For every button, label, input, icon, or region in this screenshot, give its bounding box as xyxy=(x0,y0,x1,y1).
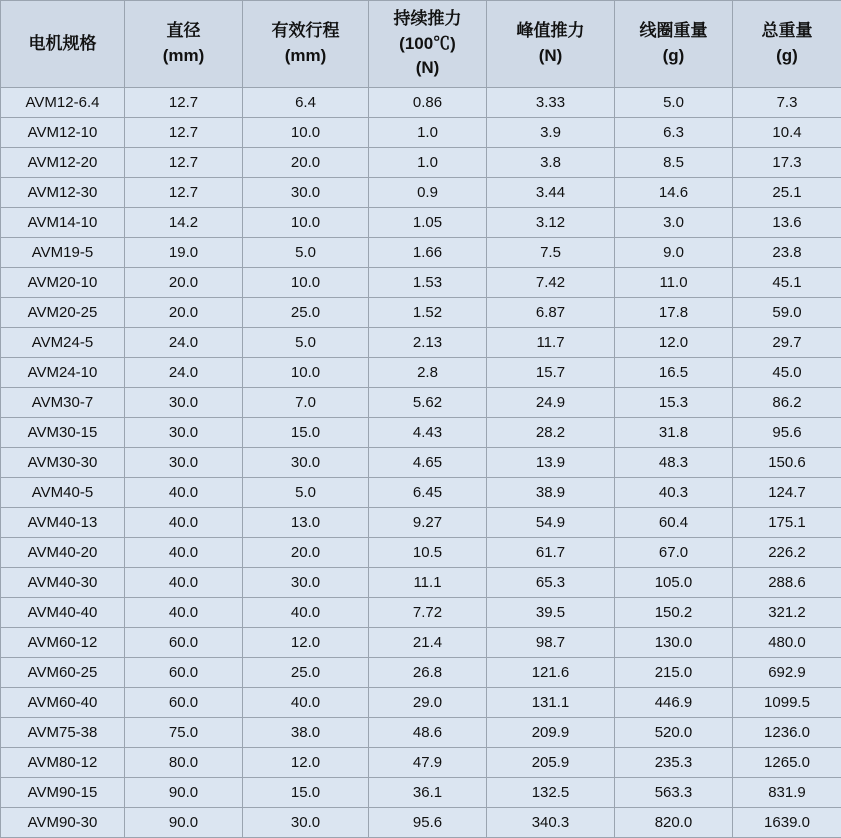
table-row xyxy=(1,627,841,657)
table-cell: 130.0 xyxy=(615,627,733,657)
table-cell: 8.5 xyxy=(615,147,733,177)
table-cell: 60.0 xyxy=(125,657,243,687)
table-cell: 12.7 xyxy=(125,147,243,177)
cell-model: AVM90-30 xyxy=(1,807,125,837)
cell-model: AVM30-30 xyxy=(1,447,125,477)
table-cell: 15.3 xyxy=(615,387,733,417)
table-cell: 30.0 xyxy=(125,447,243,477)
table-row xyxy=(1,447,841,477)
table-cell: 47.9 xyxy=(369,747,487,777)
cell-model: AVM40-20 xyxy=(1,537,125,567)
table-cell: 48.3 xyxy=(615,447,733,477)
table-cell: 0.86 xyxy=(369,87,487,117)
table-cell: 67.0 xyxy=(615,537,733,567)
table-cell: 1099.5 xyxy=(733,687,841,717)
column-header-unit: (g) xyxy=(735,44,839,69)
table-cell: 48.6 xyxy=(369,717,487,747)
table-cell: 9.27 xyxy=(369,507,487,537)
column-header-0 xyxy=(1,1,125,88)
column-header-5 xyxy=(615,1,733,88)
cell-model: AVM12-30 xyxy=(1,177,125,207)
table-cell: 40.0 xyxy=(125,567,243,597)
table-cell: 38.9 xyxy=(487,477,615,507)
table-cell: 30.0 xyxy=(125,387,243,417)
column-header-label: 持续推力 (100℃) xyxy=(371,7,484,56)
table-cell: 61.7 xyxy=(487,537,615,567)
table-row xyxy=(1,537,841,567)
table-cell: 3.0 xyxy=(615,207,733,237)
table-cell: 14.6 xyxy=(615,177,733,207)
table-cell: 5.0 xyxy=(243,327,369,357)
table-cell: 95.6 xyxy=(369,807,487,837)
table-cell: 105.0 xyxy=(615,567,733,597)
table-cell: 25.1 xyxy=(733,177,841,207)
table-cell: 29.0 xyxy=(369,687,487,717)
table-cell: 150.6 xyxy=(733,447,841,477)
table-cell: 7.0 xyxy=(243,387,369,417)
cell-model: AVM24-5 xyxy=(1,327,125,357)
table-row xyxy=(1,387,841,417)
table-row xyxy=(1,117,841,147)
table-row xyxy=(1,417,841,447)
table-cell: 30.0 xyxy=(243,447,369,477)
table-cell: 40.0 xyxy=(243,597,369,627)
cell-model: AVM60-25 xyxy=(1,657,125,687)
table-cell: 5.0 xyxy=(243,477,369,507)
table-cell: 321.2 xyxy=(733,597,841,627)
table-cell: 12.7 xyxy=(125,117,243,147)
table-cell: 20.0 xyxy=(125,297,243,327)
table-cell: 40.0 xyxy=(125,507,243,537)
table-cell: 124.7 xyxy=(733,477,841,507)
table-cell: 563.3 xyxy=(615,777,733,807)
table-cell: 40.0 xyxy=(243,687,369,717)
cell-model: AVM30-15 xyxy=(1,417,125,447)
table-cell: 15.7 xyxy=(487,357,615,387)
table-cell: 45.0 xyxy=(733,357,841,387)
table-cell: 24.0 xyxy=(125,357,243,387)
table-cell: 65.3 xyxy=(487,567,615,597)
table-cell: 12.0 xyxy=(615,327,733,357)
cell-model: AVM40-5 xyxy=(1,477,125,507)
table-cell: 20.0 xyxy=(125,267,243,297)
cell-model: AVM20-10 xyxy=(1,267,125,297)
cell-model: AVM30-7 xyxy=(1,387,125,417)
table-row xyxy=(1,597,841,627)
table-cell: 820.0 xyxy=(615,807,733,837)
cell-model: AVM75-38 xyxy=(1,717,125,747)
table-cell: 235.3 xyxy=(615,747,733,777)
table-row xyxy=(1,657,841,687)
table-cell: 2.13 xyxy=(369,327,487,357)
table-cell: 30.0 xyxy=(243,807,369,837)
table-cell: 340.3 xyxy=(487,807,615,837)
table-cell: 12.7 xyxy=(125,177,243,207)
table-cell: 25.0 xyxy=(243,297,369,327)
table-cell: 9.0 xyxy=(615,237,733,267)
table-cell: 692.9 xyxy=(733,657,841,687)
table-cell: 12.7 xyxy=(125,87,243,117)
table-cell: 6.3 xyxy=(615,117,733,147)
table-cell: 1.53 xyxy=(369,267,487,297)
table-cell: 19.0 xyxy=(125,237,243,267)
table-cell: 40.3 xyxy=(615,477,733,507)
table-cell: 40.0 xyxy=(125,597,243,627)
cell-model: AVM40-40 xyxy=(1,597,125,627)
column-header-4 xyxy=(487,1,615,88)
table-cell: 16.5 xyxy=(615,357,733,387)
cell-model: AVM60-40 xyxy=(1,687,125,717)
table-row xyxy=(1,267,841,297)
table-cell: 17.8 xyxy=(615,297,733,327)
table-cell: 13.6 xyxy=(733,207,841,237)
column-header-1 xyxy=(125,1,243,88)
table-cell: 150.2 xyxy=(615,597,733,627)
table-cell: 95.6 xyxy=(733,417,841,447)
table-row xyxy=(1,297,841,327)
table-row xyxy=(1,327,841,357)
table-cell: 24.0 xyxy=(125,327,243,357)
table-cell: 98.7 xyxy=(487,627,615,657)
table-cell: 3.33 xyxy=(487,87,615,117)
table-cell: 5.0 xyxy=(615,87,733,117)
table-cell: 59.0 xyxy=(733,297,841,327)
table-cell: 2.8 xyxy=(369,357,487,387)
column-header-2 xyxy=(243,1,369,88)
table-cell: 30.0 xyxy=(243,177,369,207)
column-header-label: 线圈重量 xyxy=(617,19,730,44)
table-cell: 6.4 xyxy=(243,87,369,117)
table-cell: 13.0 xyxy=(243,507,369,537)
table-row xyxy=(1,507,841,537)
table-cell: 7.72 xyxy=(369,597,487,627)
table-cell: 3.8 xyxy=(487,147,615,177)
table-cell: 3.44 xyxy=(487,177,615,207)
column-header-unit: (g) xyxy=(617,44,730,69)
column-header-3 xyxy=(369,1,487,88)
table-cell: 4.43 xyxy=(369,417,487,447)
table-cell: 39.5 xyxy=(487,597,615,627)
table-row xyxy=(1,777,841,807)
table-cell: 29.7 xyxy=(733,327,841,357)
table-row xyxy=(1,147,841,177)
table-cell: 1.05 xyxy=(369,207,487,237)
table-cell: 6.45 xyxy=(369,477,487,507)
table-cell: 60.0 xyxy=(125,627,243,657)
table-cell: 11.1 xyxy=(369,567,487,597)
table-cell: 10.5 xyxy=(369,537,487,567)
table-cell: 28.2 xyxy=(487,417,615,447)
table-cell: 10.0 xyxy=(243,357,369,387)
table-cell: 45.1 xyxy=(733,267,841,297)
table-row xyxy=(1,207,841,237)
table-cell: 13.9 xyxy=(487,447,615,477)
column-header-unit: (mm) xyxy=(245,44,366,69)
table-cell: 30.0 xyxy=(125,417,243,447)
table-header xyxy=(1,1,841,88)
table-cell: 38.0 xyxy=(243,717,369,747)
table-cell: 7.5 xyxy=(487,237,615,267)
table-cell: 60.0 xyxy=(125,687,243,717)
table-row xyxy=(1,357,841,387)
table-cell: 54.9 xyxy=(487,507,615,537)
table-cell: 1236.0 xyxy=(733,717,841,747)
table-cell: 6.87 xyxy=(487,297,615,327)
table-row xyxy=(1,567,841,597)
table-cell: 40.0 xyxy=(125,537,243,567)
table-cell: 21.4 xyxy=(369,627,487,657)
cell-model: AVM80-12 xyxy=(1,747,125,777)
table-cell: 11.0 xyxy=(615,267,733,297)
column-header-label: 电机规格 xyxy=(3,32,122,57)
table-cell: 121.6 xyxy=(487,657,615,687)
table-cell: 1.0 xyxy=(369,117,487,147)
cell-model: AVM60-12 xyxy=(1,627,125,657)
table-cell: 175.1 xyxy=(733,507,841,537)
cell-model: AVM12-6.4 xyxy=(1,87,125,117)
table-cell: 5.0 xyxy=(243,237,369,267)
table-cell: 1639.0 xyxy=(733,807,841,837)
table-cell: 4.65 xyxy=(369,447,487,477)
table-cell: 132.5 xyxy=(487,777,615,807)
column-header-unit: (N) xyxy=(371,56,484,81)
table-cell: 10.0 xyxy=(243,207,369,237)
table-cell: 1.66 xyxy=(369,237,487,267)
table-row xyxy=(1,747,841,777)
cell-model: AVM24-10 xyxy=(1,357,125,387)
table-cell: 15.0 xyxy=(243,777,369,807)
table-cell: 215.0 xyxy=(615,657,733,687)
cell-model: AVM14-10 xyxy=(1,207,125,237)
table-row xyxy=(1,807,841,837)
table-cell: 288.6 xyxy=(733,567,841,597)
table-cell: 5.62 xyxy=(369,387,487,417)
table-cell: 26.8 xyxy=(369,657,487,687)
cell-model: AVM40-13 xyxy=(1,507,125,537)
table-cell: 86.2 xyxy=(733,387,841,417)
table-cell: 90.0 xyxy=(125,807,243,837)
table-header-row xyxy=(1,1,841,88)
table-cell: 36.1 xyxy=(369,777,487,807)
column-header-unit: (N) xyxy=(489,44,612,69)
table-cell: 24.9 xyxy=(487,387,615,417)
column-header-unit: (mm) xyxy=(127,44,240,69)
table-cell: 11.7 xyxy=(487,327,615,357)
table-cell: 1.52 xyxy=(369,297,487,327)
table-cell: 31.8 xyxy=(615,417,733,447)
column-header-label: 峰值推力 xyxy=(489,19,612,44)
table-cell: 12.0 xyxy=(243,747,369,777)
table-cell: 10.0 xyxy=(243,117,369,147)
cell-model: AVM19-5 xyxy=(1,237,125,267)
table-cell: 30.0 xyxy=(243,567,369,597)
table-cell: 7.3 xyxy=(733,87,841,117)
table-cell: 17.3 xyxy=(733,147,841,177)
table-cell: 3.12 xyxy=(487,207,615,237)
table-cell: 3.9 xyxy=(487,117,615,147)
cell-model: AVM20-25 xyxy=(1,297,125,327)
cell-model: AVM12-20 xyxy=(1,147,125,177)
table-cell: 80.0 xyxy=(125,747,243,777)
column-header-label: 总重量 xyxy=(735,19,839,44)
table-cell: 60.4 xyxy=(615,507,733,537)
table-cell: 1265.0 xyxy=(733,747,841,777)
table-cell: 205.9 xyxy=(487,747,615,777)
table-cell: 12.0 xyxy=(243,627,369,657)
table-cell: 20.0 xyxy=(243,537,369,567)
table-cell: 23.8 xyxy=(733,237,841,267)
cell-model: AVM12-10 xyxy=(1,117,125,147)
column-header-label: 直径 xyxy=(127,19,240,44)
table-row xyxy=(1,177,841,207)
table-cell: 131.1 xyxy=(487,687,615,717)
table-cell: 14.2 xyxy=(125,207,243,237)
table-cell: 15.0 xyxy=(243,417,369,447)
cell-model: AVM40-30 xyxy=(1,567,125,597)
column-header-6 xyxy=(733,1,841,88)
table-cell: 226.2 xyxy=(733,537,841,567)
table-row xyxy=(1,477,841,507)
table-cell: 10.0 xyxy=(243,267,369,297)
table-cell: 446.9 xyxy=(615,687,733,717)
table-cell: 209.9 xyxy=(487,717,615,747)
table-cell: 20.0 xyxy=(243,147,369,177)
table-row xyxy=(1,687,841,717)
table-cell: 7.42 xyxy=(487,267,615,297)
table-row xyxy=(1,237,841,267)
table-body xyxy=(1,87,841,837)
table-cell: 520.0 xyxy=(615,717,733,747)
table-row xyxy=(1,717,841,747)
table-cell: 480.0 xyxy=(733,627,841,657)
column-header-label: 有效行程 xyxy=(245,19,366,44)
table-cell: 25.0 xyxy=(243,657,369,687)
table-cell: 831.9 xyxy=(733,777,841,807)
table-row xyxy=(1,87,841,117)
table-cell: 10.4 xyxy=(733,117,841,147)
cell-model: AVM90-15 xyxy=(1,777,125,807)
table-cell: 75.0 xyxy=(125,717,243,747)
table-cell: 40.0 xyxy=(125,477,243,507)
table-cell: 0.9 xyxy=(369,177,487,207)
table-cell: 90.0 xyxy=(125,777,243,807)
table-cell: 1.0 xyxy=(369,147,487,177)
